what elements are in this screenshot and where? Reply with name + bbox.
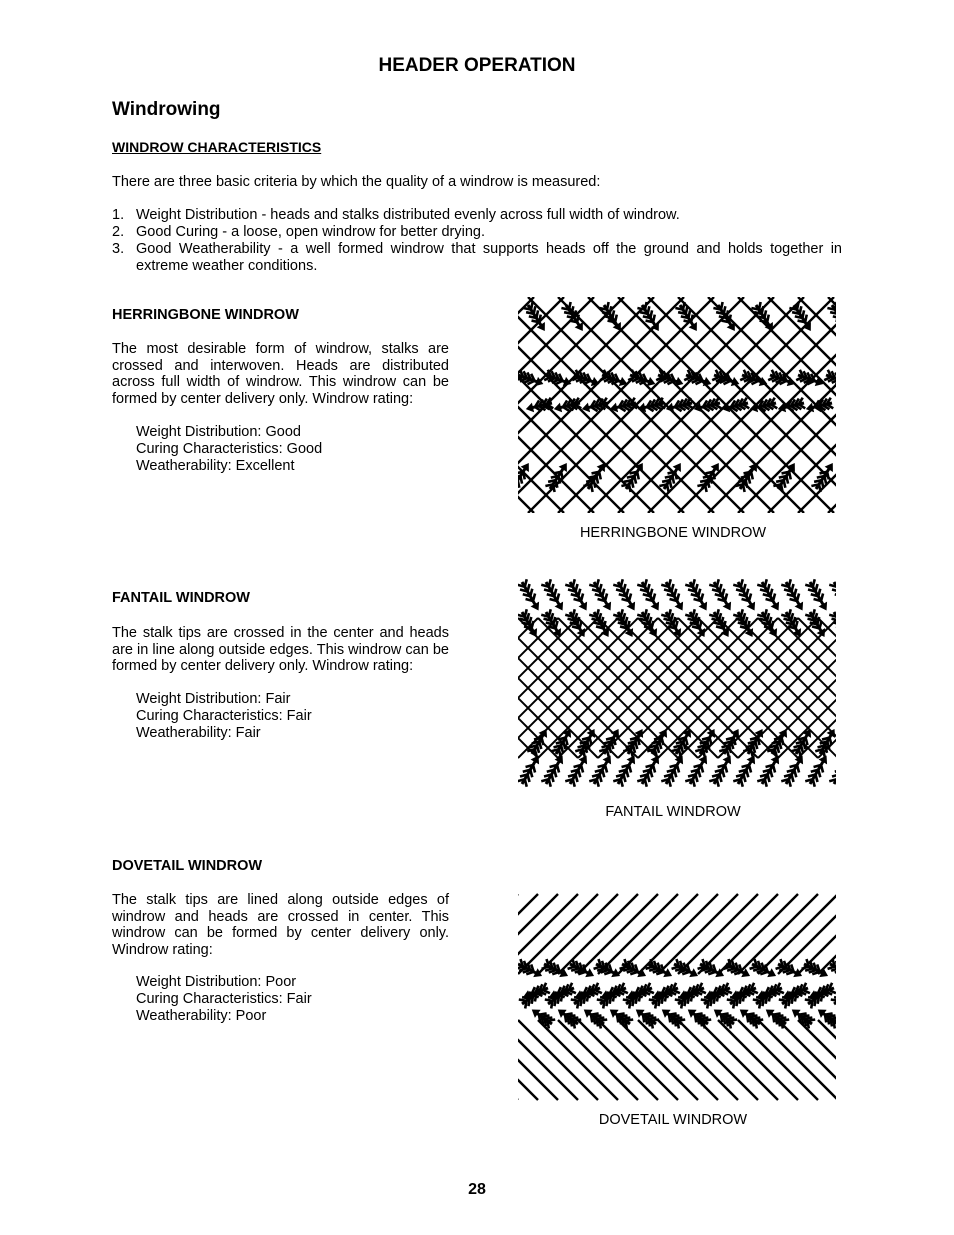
intro-paragraph: There are three basic criteria by which the quality of a windrow is measured: [112, 174, 601, 190]
herringbone-diagram [518, 297, 836, 513]
diagram-group [518, 579, 836, 787]
stalk-line-bottom [658, 1020, 738, 1100]
rating-curing: Curing Characteristics: Fair [136, 991, 312, 1007]
criteria-list [112, 207, 842, 275]
grain-head-tip [527, 404, 534, 412]
rating-weatherability: Weatherability: Fair [136, 725, 261, 741]
stalk-line-top [738, 894, 818, 974]
rating-curing: Curing Characteristics: Good [136, 441, 323, 457]
page-number: 28 [468, 1181, 486, 1198]
rating-curing: Curing Characteristics: Fair [136, 708, 312, 724]
grain-head-tip [620, 378, 627, 386]
stalk-line-bottom [638, 1020, 718, 1100]
stalk-line-bottom [538, 1020, 618, 1100]
criteria-item [112, 207, 842, 224]
grain-head-tip [555, 404, 562, 412]
fantail-caption: FANTAIL WINDROW [605, 804, 741, 820]
stalk-line-top [658, 894, 738, 974]
fantail-heading: FANTAIL WINDROW [112, 590, 250, 606]
fantail-ratings [136, 691, 312, 742]
grain-head-tip [676, 378, 683, 386]
rating-weatherability: Weatherability: Poor [136, 1008, 267, 1024]
subheading-windrow-characteristics: WINDROW CHARACTERISTICS [112, 139, 322, 155]
dovetail-heading: DOVETAIL WINDROW [112, 858, 263, 874]
stalk-line-bottom [518, 1020, 538, 1100]
rating-weight: Weight Distribution: Good [136, 424, 301, 440]
stalk-line-bottom [558, 1020, 638, 1100]
stalk-line-top [758, 894, 836, 974]
stalk-line-bottom [618, 1020, 698, 1100]
criteria-number: 2. [112, 224, 125, 240]
fantail-diagram [518, 578, 836, 793]
stalk-line-bottom [678, 1020, 758, 1100]
criteria-text: Good Weatherability - a well formed windrow that supports heads off the ground and holds together in extreme weather conditions. [136, 241, 842, 274]
section-title: Windrowing [112, 99, 221, 120]
rating-weatherability: Weatherability: Excellent [136, 458, 295, 474]
grain-head-tip [564, 378, 571, 386]
grain-head-tip [723, 404, 730, 412]
stalk-line-bottom [718, 1020, 798, 1100]
stalk-line-top [698, 894, 778, 974]
stalk-line-bottom [598, 1020, 678, 1100]
grain-head-tip [732, 378, 739, 386]
stalk-line-bottom [698, 1020, 778, 1100]
criteria-item [112, 224, 842, 241]
grain-head-tip [583, 404, 590, 412]
grain-head-tip [648, 378, 655, 386]
criteria-number: 1. [112, 207, 125, 223]
herringbone-caption: HERRINGBONE WINDROW [579, 525, 767, 541]
herringbone-ratings [136, 424, 322, 475]
herringbone-description: The most desirable form of windrow, stalks are crossed and interwoven. Heads are distributed across full width of windrow. This windrow can be formed by center delivery only. Windrow rating: [112, 341, 449, 407]
dovetail-diagram [518, 892, 836, 1102]
stalk-line-top [618, 894, 698, 974]
page-title: HEADER OPERATION [378, 55, 576, 76]
dovetail-description: The stalk tips are lined along outside edges of windrow and heads are crossed in center. This windrow can be formed by center delivery only. Windrow rating: [112, 892, 449, 958]
rating-weight: Weight Distribution: Poor [136, 974, 297, 990]
criteria-number: 3. [112, 241, 125, 257]
grain-head-tip [704, 378, 711, 386]
stalk-line-top [598, 894, 678, 974]
grain-head-tip [592, 378, 599, 386]
stalk-line-bottom [578, 1020, 658, 1100]
rating-weight: Weight Distribution: Fair [136, 691, 291, 707]
criteria-item [112, 241, 842, 275]
criteria-text: Weight Distribution - heads and stalks distributed evenly across full width of windrow. [136, 207, 680, 223]
stalk-line-bottom [518, 1020, 598, 1100]
herringbone-heading: HERRINGBONE WINDROW [112, 307, 299, 323]
stalk-line-bottom [758, 1020, 836, 1100]
stalk-line-top [678, 894, 758, 974]
fantail-description: The stalk tips are crossed in the center and heads are in line along outside edges. This windrow can be formed by center delivery only. Windrow rating: [112, 625, 449, 674]
stalk-line-top [578, 894, 658, 974]
stalk-line-bottom [738, 1020, 818, 1100]
dovetail-ratings [136, 974, 312, 1025]
stalk-line-top [518, 894, 598, 974]
diagram-group [518, 297, 836, 513]
criteria-text: Good Curing - a loose, open windrow for better drying. [136, 224, 485, 240]
grain-head-tip [807, 404, 814, 412]
grain-head-barb [518, 480, 519, 488]
diagram-group [518, 894, 836, 1100]
dovetail-caption: DOVETAIL WINDROW [598, 1112, 748, 1128]
